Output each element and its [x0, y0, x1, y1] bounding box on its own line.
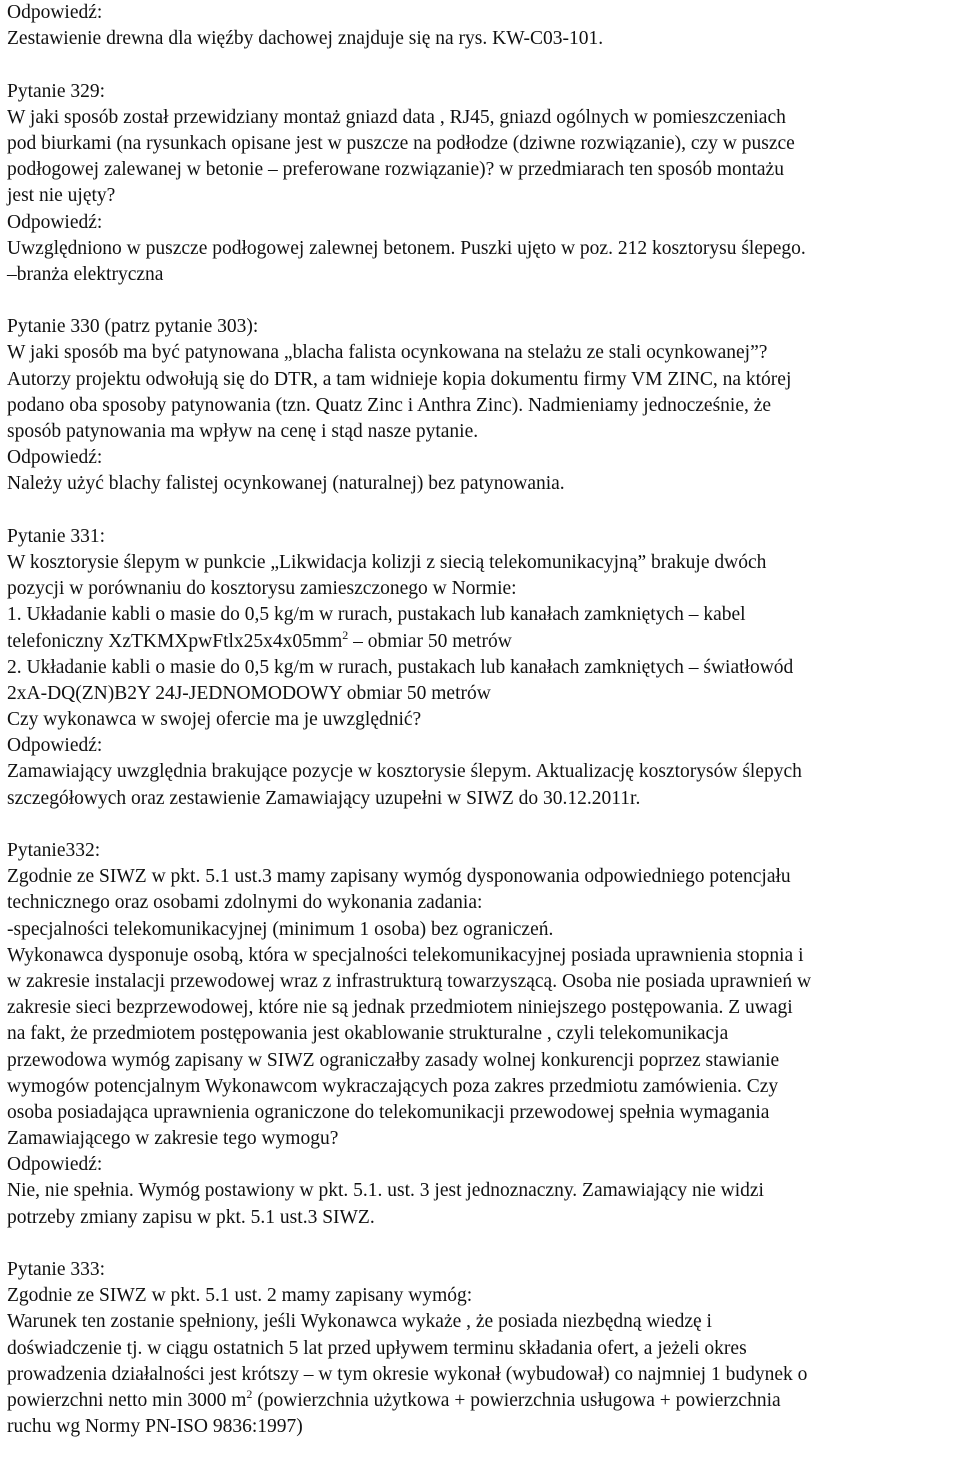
blank-line	[7, 288, 957, 314]
text-line: Czy wykonawca w swojej ofercie ma je uwzględnić?	[7, 709, 422, 731]
text-line: Zamawiający uwzględnia brakujące pozycje w kosztorysie ślepym. Aktualizację kosztorysów ślepych	[7, 761, 802, 783]
text-line: pod biurkami (na rysunkach opisane jest w puszcze na podłodze (dziwne rozwiązanie), czy w puszce	[7, 132, 795, 154]
text-line: Autorzy projektu odwołują się do DTR, a tam widnieje kopia dokumentu firmy VM ZINC, na której	[7, 368, 792, 390]
text-fragment: powierzchni netto min 3000 m	[7, 1389, 247, 1411]
superscript: 2	[246, 1386, 253, 1401]
blank-line	[7, 498, 957, 524]
text-fragment: – obmiar 50 metrów	[348, 630, 512, 652]
blank-line	[7, 1231, 957, 1257]
text-line: –branża elektryczna	[7, 263, 164, 285]
blank-line	[7, 52, 957, 78]
text-line: sposób patynowania ma wpływ na cenę i stąd nasze pytanie.	[7, 421, 479, 442]
text-line: doświadczenie tj. w ciągu ostatnich 5 lat przed upływem terminu składania ofert, a jeżeli okres	[7, 1337, 747, 1359]
text-line: przewodowa wymóg zapisany w SIWZ ograniczałby zasady wolnej konkurencji poprzez stawianie	[7, 1049, 780, 1071]
text-line: Nie, nie spełnia. Wymóg postawiony w pkt. 5.1. ust. 3 jest jednoznaczny. Zamawiający nie widzi	[7, 1180, 764, 1202]
answer-label: Odpowiedź:	[7, 2, 103, 23]
text-line: podano oba sposoby patynowania (tzn. Quatz Zinc i Anthra Zinc). Nadmieniamy jednocześnie, że	[7, 394, 772, 416]
text-line: potrzeby zmiany zapisu w pkt. 5.1 ust.3 SIWZ.	[7, 1206, 375, 1228]
answer-label: Odpowiedź:	[7, 735, 103, 757]
text-line: Zamawiającego w zakresie tego wymogu?	[7, 1128, 339, 1150]
text-line: W jaki sposób ma być patynowana „blacha falista ocynkowana na stelażu ze stali ocynkowanej”?	[7, 342, 768, 364]
answer-label: Odpowiedź:	[7, 1154, 103, 1176]
text-line: wymogów potencjalnym Wykonawcom wykraczających poza zakres przedmiotu zamówienia. Czy	[7, 1075, 779, 1097]
text-line: jest nie ujęty?	[7, 185, 116, 207]
text-line: osoba posiadająca uprawnienia ograniczone do telekomunikacji przewodowej spełnia wymagania	[7, 1101, 770, 1123]
text-line: Wykonawca dysponuje osobą, która w specjalności telekomunikacyjnej posiada uprawnienia stopnia i	[7, 944, 804, 966]
text-line: technicznego oraz osobami zdolnymi do wykonania zadania:	[7, 892, 483, 914]
blank-line	[7, 812, 957, 838]
text-line: podłogowej zalewanej w betonie – preferowane rozwiązanie)? w przedmiarach ten sposób montażu	[7, 159, 784, 181]
text-line: Zestawienie drewna dla więźby dachowej znajduje się na rys. KW-C03-101.	[7, 28, 604, 50]
text-line: W jaki sposób został przewidziany montaż gniazd data , RJ45, gniazd ogólnych w pomieszczeniach	[7, 106, 786, 128]
answer-label: Odpowiedź:	[7, 211, 103, 233]
question-heading: Pytanie 329:	[7, 80, 106, 102]
text-line: 2. Układanie kabli o masie do 0,5 kg/m w rurach, pustakach lub kanałach zamkniętych – światłowód	[7, 656, 794, 678]
text-line: zakresie sieci bezprzewodowej, które nie są jednak przedmiotem niniejszego postępowania. Z uwagi	[7, 997, 793, 1019]
question-heading: Pytanie 330 (patrz pytanie 303):	[7, 316, 259, 338]
text-line: Uwzględniono w puszcze podłogowej zalewnej betonem. Puszki ujęto w poz. 212 kosztorysu ślepego.	[7, 237, 806, 259]
text-line: -specjalności telekomunikacyjnej (minimum 1 osoba) bez ograniczeń.	[7, 918, 554, 940]
question-heading: Pytanie 331:	[7, 525, 106, 547]
text-fragment: (powierzchnia użytkowa + powierzchnia usługowa + powierzchnia	[252, 1389, 781, 1411]
text-line: szczegółowych oraz zestawienie Zamawiający uzupełni w SIWZ do 30.12.2011r.	[7, 787, 641, 809]
text-line: Zgodnie ze SIWZ w pkt. 5.1 ust. 2 mamy zapisany wymóg:	[7, 1285, 473, 1307]
text-line: Warunek ten zostanie spełniony, jeśli Wykonawca wykaże , że posiada niezbędną wiedzę i	[7, 1311, 712, 1333]
answer-label: Odpowiedź:	[7, 447, 103, 469]
question-heading: Pytanie 333:	[7, 1259, 106, 1280]
text-line: na fakt, że przedmiotem postępowania jest okablowanie strukturalne , czyli telekomunikacja	[7, 1023, 729, 1045]
text-fragment: telefoniczny XzTKMXpwFtlx25x4x05mm	[7, 630, 343, 652]
text-line	[7, 629, 957, 655]
text-line: w zakresie instalacji przewodowej wraz z infrastrukturą towarzyszącą. Osoba nie posiada uprawnień w	[7, 970, 812, 992]
text-line: prowadzenia działalności jest krótszy – w tym okresie wykonał (wybudował) co najmniej 1 budynek o	[7, 1363, 808, 1385]
text-line: 1. Układanie kabli o masie do 0,5 kg/m w rurach, pustakach lub kanałach zamkniętych – kabel	[7, 604, 746, 626]
document-page	[7, 0, 957, 1440]
text-line: pozycji w porównaniu do kosztorysu zamieszczonego w Normie:	[7, 578, 517, 600]
question-heading: Pytanie332:	[7, 840, 101, 861]
text-line: Zgodnie ze SIWZ w pkt. 5.1 ust.3 mamy zapisany wymóg dysponowania odpowiedniego potencjału	[7, 866, 791, 888]
text-line: Należy użyć blachy falistej ocynkowanej (naturalnej) bez patynowania.	[7, 473, 565, 495]
text-line: ruchu wg Normy PN-ISO 9836:1997)	[7, 1416, 303, 1438]
text-line: W kosztorysie ślepym w punkcie „Likwidacja kolizji z siecią telekomunikacyjną” brakuje dwóch	[7, 551, 767, 573]
text-line: 2xA-DQ(ZN)B2Y 24J-JEDNOMODOWY obmiar 50 metrów	[7, 682, 491, 704]
superscript: 2	[342, 627, 349, 642]
text-line	[7, 1388, 957, 1414]
